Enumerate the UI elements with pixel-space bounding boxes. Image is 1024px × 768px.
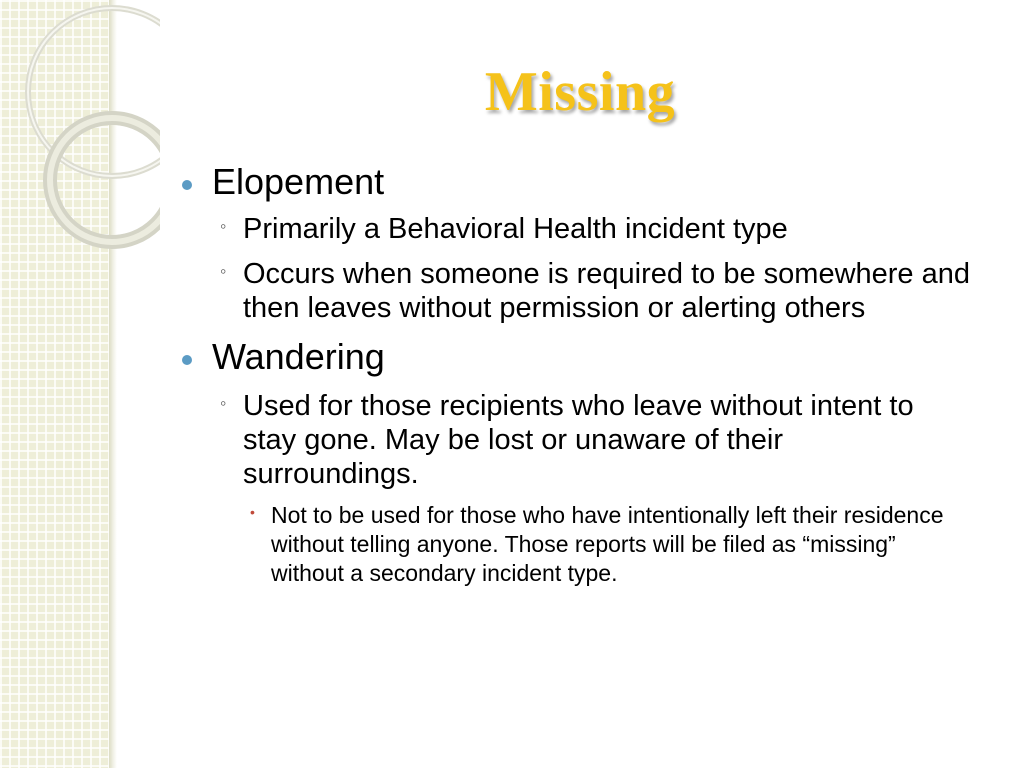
sub-bullet-item [182,257,972,325]
sub-sub-bullet-text: Not to be used for those who have intentionally left their residence without telling anyone. Those reports will be filed as “missing” without a secondary incident type. [271,502,944,586]
bullet-text: Elopement [212,161,385,202]
bullet-text: Wandering [212,336,385,377]
sub-bullet-item [182,389,952,491]
bullet-item-elopement [182,162,982,202]
sub-sub-bullet-item [182,501,962,588]
hollow-circle-icon: ◦ [220,216,227,236]
hollow-circle-icon: ◦ [220,261,227,281]
slide-title: Missing [484,61,676,123]
bullet-item-wandering [182,337,982,377]
sub-bullet-text: Occurs when someone is required to be somewhere and then leaves without permission or alerting others [243,258,970,324]
hollow-circle-icon: ◦ [220,393,227,413]
filled-circle-icon [182,355,192,365]
circle-rings-decoration [0,0,160,300]
filled-circle-icon [182,180,192,190]
small-dot-icon: • [250,504,255,520]
sub-bullet-item [182,212,982,246]
sub-bullet-text: Primarily a Behavioral Health incident type [243,213,788,245]
sub-bullet-text: Used for those recipients who leave without intent to stay gone. May be lost or unaware of their surroundings. [243,390,914,490]
bullet-list [182,162,982,588]
